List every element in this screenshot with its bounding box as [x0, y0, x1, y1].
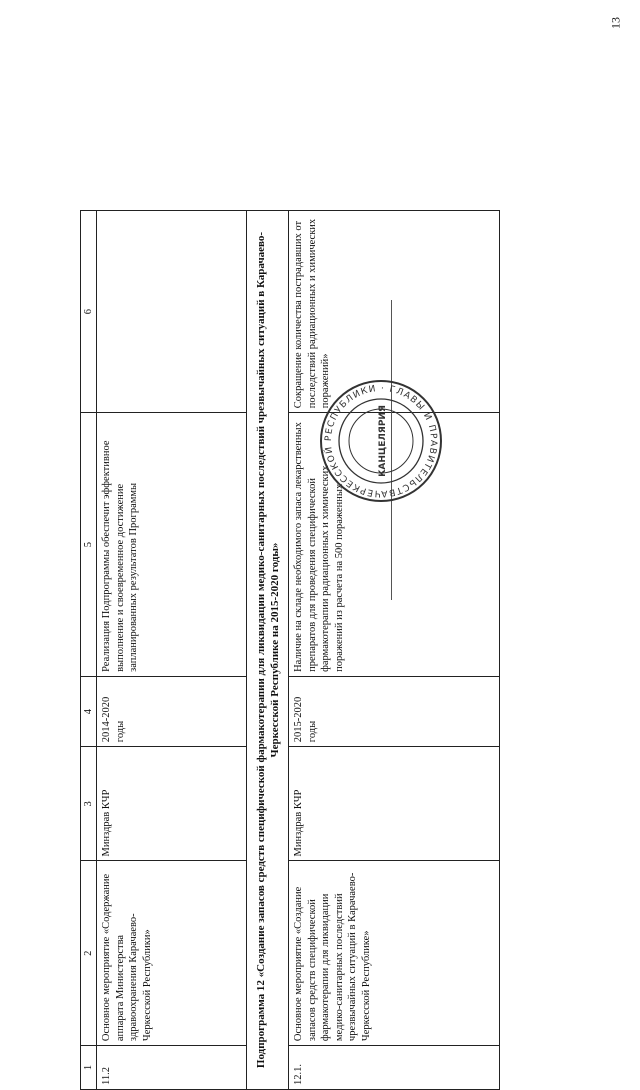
measure-name: Основное мероприятие «Содержание аппарата Министерства здравоохранения Карачаево-Черкесской Республики»: [97, 861, 247, 1046]
header-col-6: 6: [81, 211, 97, 413]
subprogram-row: [247, 211, 289, 1090]
stamp-center-text: КАНЦЕЛЯРИЯ: [378, 405, 388, 477]
header-col-3: 3: [81, 747, 97, 861]
table-row: [97, 211, 247, 1090]
page-number: [606, 8, 626, 38]
expected-result: Наличие на складе необходимого запаса лекарственных препаратов для проведения специфической фармакотерапии радиационных и химических поражений из расчета на 500 пораженных: [289, 413, 500, 677]
stamp-seal-icon: [318, 378, 444, 504]
page-number-text: 13: [608, 17, 623, 29]
indicator: [97, 211, 247, 413]
header-col-5: 5: [81, 413, 97, 677]
header-col-4: 4: [81, 676, 97, 746]
measures-table-sheet: [80, 210, 500, 1090]
executor: Минздрав КЧР: [97, 747, 247, 861]
header-row: [81, 211, 97, 1090]
period: 2015-2020 годы: [289, 676, 500, 746]
table-row: [289, 211, 500, 1090]
measure-name: Основное мероприятие «Создание запасов средств специфической фармакотерапии для ликвидации медико-санитарных последствий чрезвычайных ситуаций в Карачаево-Черкесской Республике»: [289, 861, 500, 1046]
header-col-1: 1: [81, 1046, 97, 1090]
indicator: Сокращение количества пострадавших от последствий радиационных и химических поражений»: [289, 211, 500, 413]
row-number: 11.2: [97, 1046, 247, 1090]
row-number: 12.1.: [289, 1046, 500, 1090]
stamp-ring-text: ЧЕРКЕССКОЙ РЕСПУБЛИКИ · ГЛАВЫ И ПРАВИТЕЛЬСТВА: [323, 383, 439, 499]
header-col-2: 2: [81, 861, 97, 1046]
executor: Минздрав КЧР: [289, 747, 500, 861]
subprogram-title: Подпрограмма 12 «Создание запасов средств специфической фармакотерапии для ликвидации медико-санитарных последствий чрезвычайных ситуаций в Карачаево-Черкесской Республике на 2015-2020 годы»: [247, 211, 289, 1090]
expected-result: Реализация Подпрограммы обеспечит эффективное выполнение и своевременное достижение запланированных результатов Программы: [97, 413, 247, 677]
official-stamp: [318, 378, 444, 504]
period: 2014-2020 годы: [97, 676, 247, 746]
measures-table: [80, 210, 500, 1090]
